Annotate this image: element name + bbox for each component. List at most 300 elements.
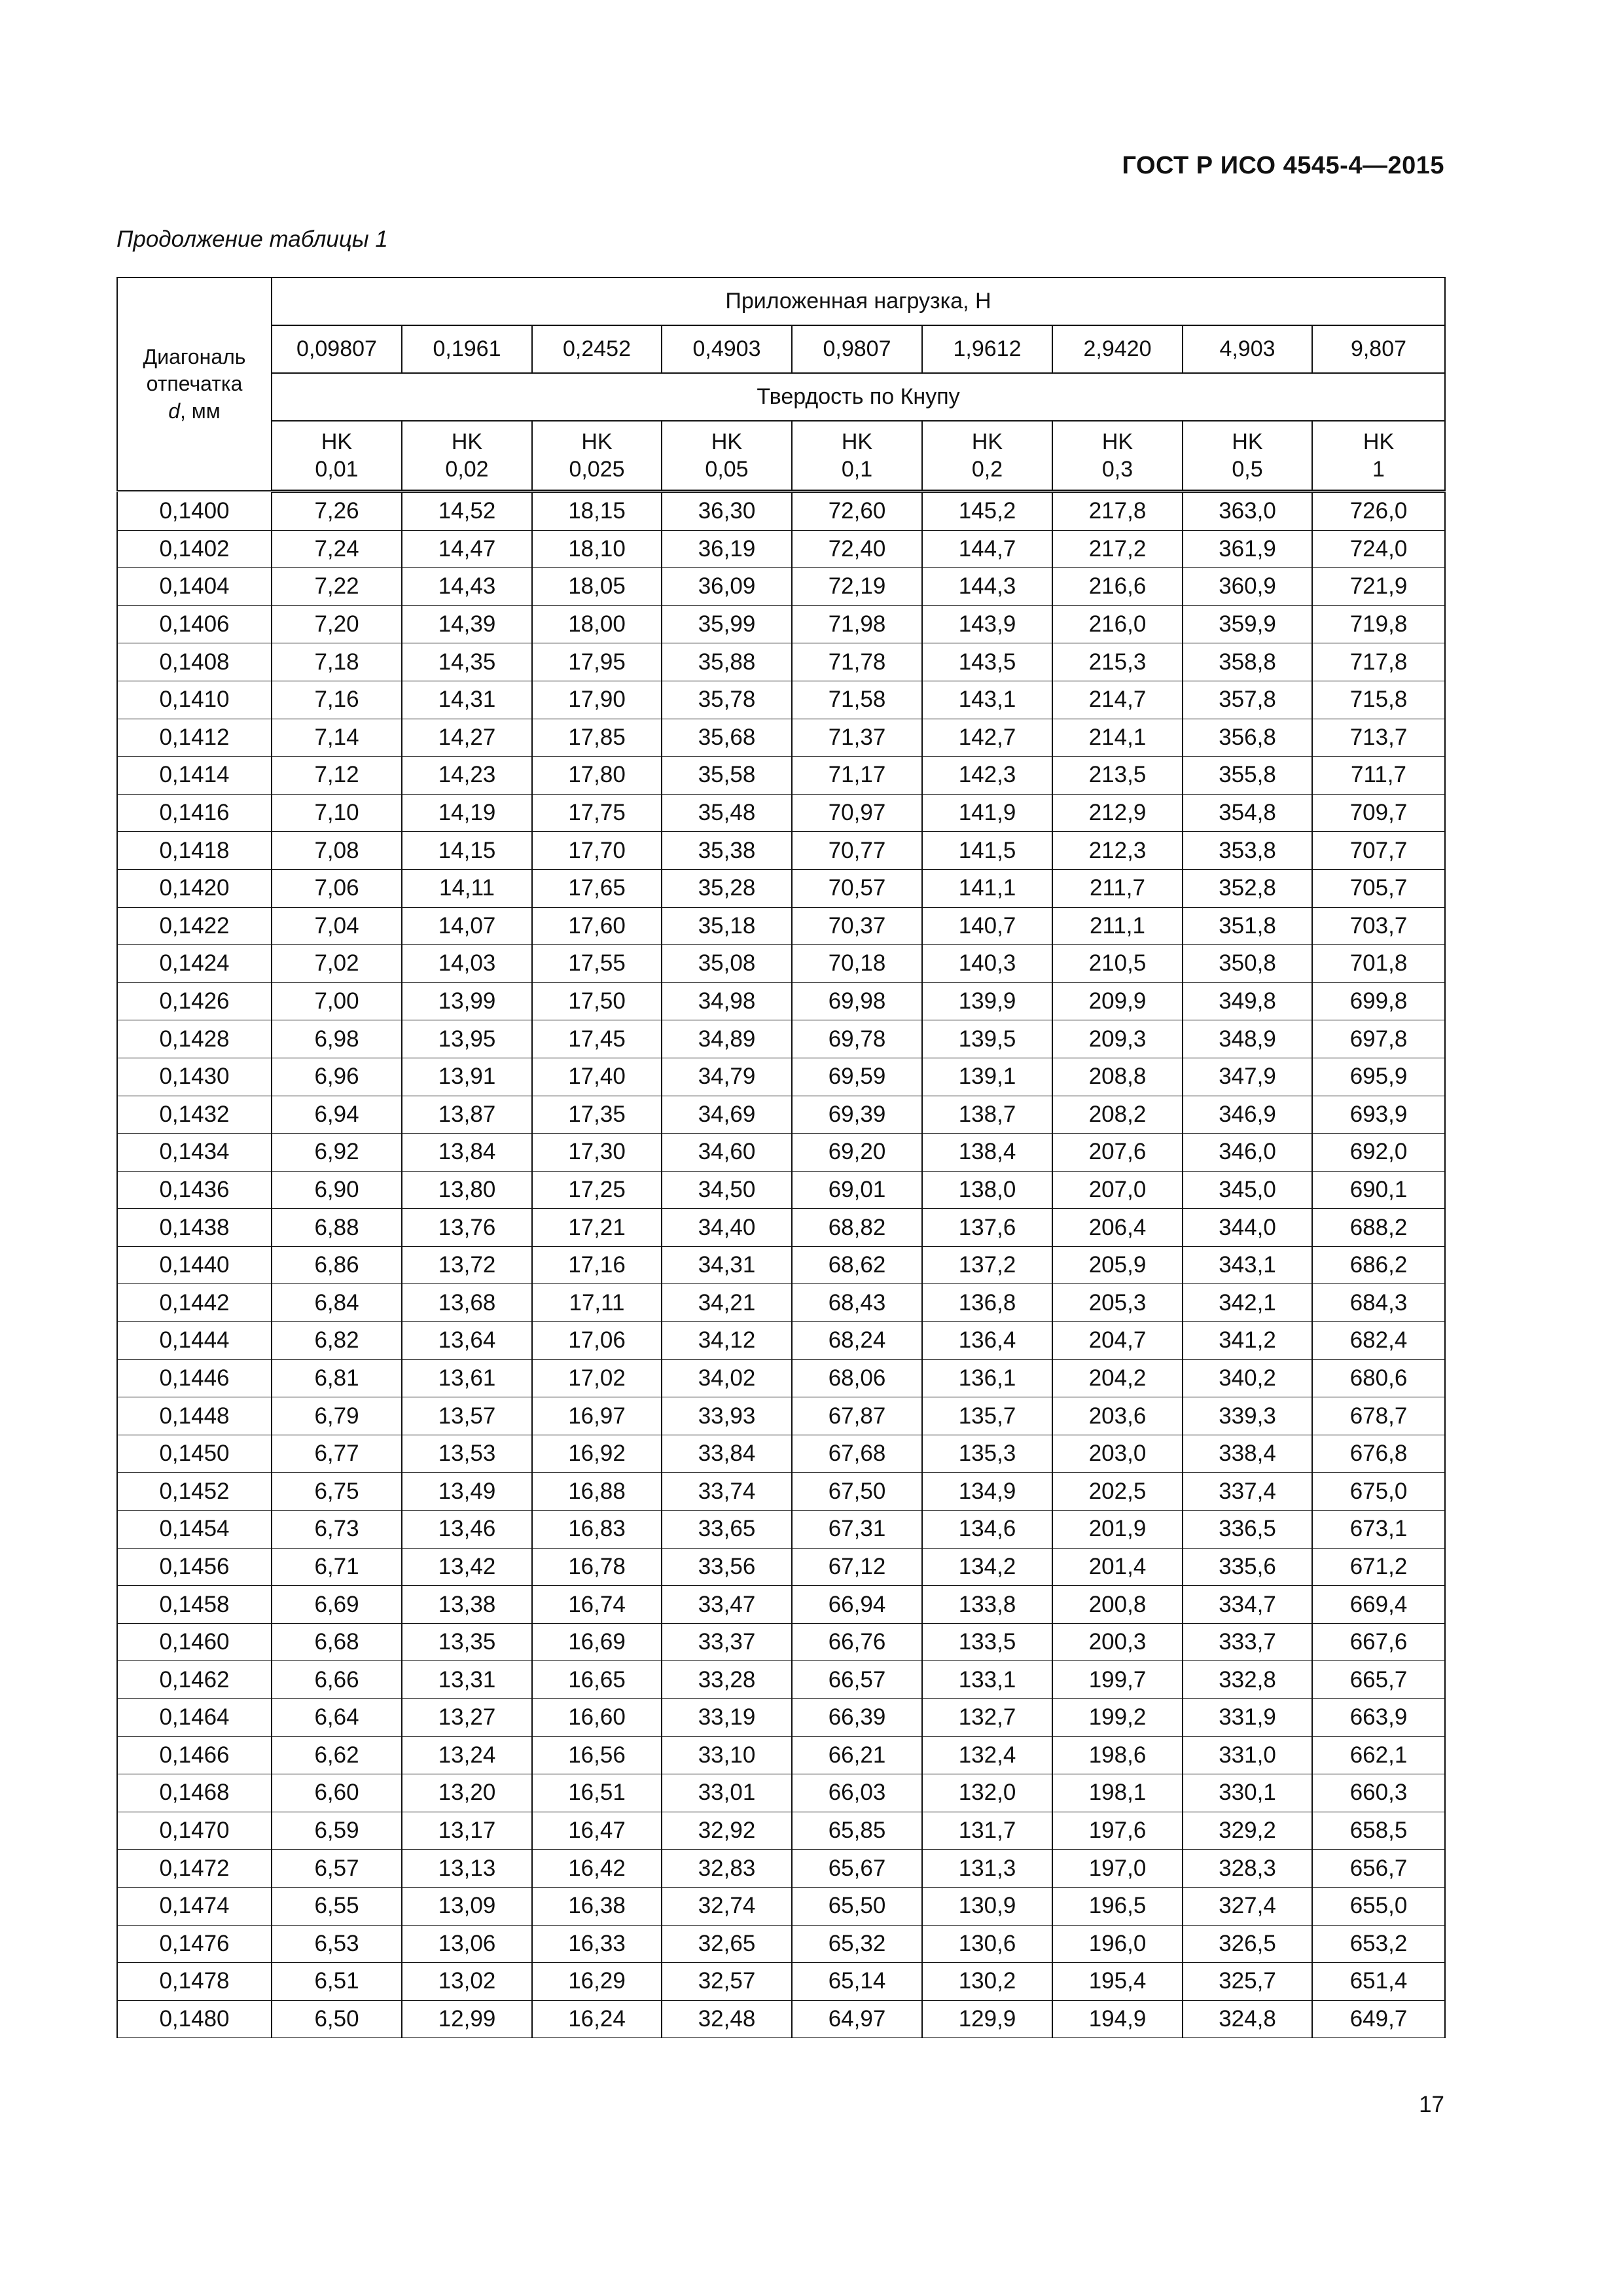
hardness-scale-value: 0,02 (445, 457, 489, 482)
hardness-cell: 13,27 (402, 1699, 532, 1737)
hardness-cell: 671,2 (1312, 1548, 1445, 1586)
hardness-cell: 69,20 (792, 1134, 922, 1172)
hardness-cell: 198,6 (1052, 1736, 1183, 1774)
hardness-cell: 349,8 (1183, 982, 1312, 1020)
hardness-cell: 6,50 (272, 2000, 402, 2038)
hardness-cell: 34,89 (662, 1020, 792, 1058)
hardness-cell: 686,2 (1312, 1246, 1445, 1284)
hardness-cell: 35,78 (662, 681, 792, 719)
hardness-scale (1052, 421, 1183, 492)
hardness-cell: 36,19 (662, 530, 792, 568)
hardness-cell: 67,87 (792, 1397, 922, 1435)
hardness-cell: 211,1 (1052, 907, 1183, 945)
load-value: 1,9612 (922, 325, 1052, 373)
hardness-cell: 17,80 (532, 757, 662, 795)
hardness-cell: 204,7 (1052, 1322, 1183, 1360)
hardness-cell: 352,8 (1183, 869, 1312, 907)
load-value: 0,09807 (272, 325, 402, 373)
hardness-cell: 213,5 (1052, 757, 1183, 795)
diagonal-cell: 0,1448 (117, 1397, 272, 1435)
hardness-cell: 134,9 (922, 1473, 1052, 1511)
hardness-cell: 711,7 (1312, 757, 1445, 795)
table-row (117, 1736, 1445, 1774)
hardness-cell: 197,6 (1052, 1812, 1183, 1850)
hardness-scale-value: 0,05 (705, 457, 749, 482)
diagonal-cell: 0,1446 (117, 1359, 272, 1397)
hardness-cell: 13,99 (402, 982, 532, 1020)
hardness-cell: 13,06 (402, 1925, 532, 1963)
table-row (117, 1435, 1445, 1473)
diagonal-cell: 0,1402 (117, 530, 272, 568)
diagonal-cell: 0,1410 (117, 681, 272, 719)
diagonal-header (117, 278, 272, 492)
hardness-cell: 17,02 (532, 1359, 662, 1397)
hardness-cell: 17,75 (532, 794, 662, 832)
hardness-cell: 34,40 (662, 1209, 792, 1247)
hardness-cell: 18,00 (532, 605, 662, 643)
hardness-cell: 325,7 (1183, 1963, 1312, 2001)
table-row (117, 492, 1445, 531)
hardness-cell: 709,7 (1312, 794, 1445, 832)
hardness-cell: 207,0 (1052, 1171, 1183, 1209)
hardness-cell: 17,35 (532, 1096, 662, 1134)
hardness-cell: 16,69 (532, 1623, 662, 1661)
hardness-cell: 70,57 (792, 869, 922, 907)
hardness-cell: 7,12 (272, 757, 402, 795)
hardness-cell: 65,67 (792, 1850, 922, 1888)
hardness-cell: 217,8 (1052, 492, 1183, 531)
hardness-cell: 7,04 (272, 907, 402, 945)
hardness-cell: 655,0 (1312, 1887, 1445, 1925)
hardness-scale (402, 421, 532, 492)
hardness-cell: 356,8 (1183, 719, 1312, 757)
hardness-cell: 14,15 (402, 832, 532, 870)
diagonal-cell: 0,1426 (117, 982, 272, 1020)
hardness-cell: 6,71 (272, 1548, 402, 1586)
table-row (117, 1586, 1445, 1624)
hardness-cell: 345,0 (1183, 1171, 1312, 1209)
hardness-cell: 133,8 (922, 1586, 1052, 1624)
diagonal-header-variable: d (168, 399, 180, 423)
hardness-cell: 17,85 (532, 719, 662, 757)
hardness-cell: 195,4 (1052, 1963, 1183, 2001)
diagonal-cell: 0,1450 (117, 1435, 272, 1473)
hardness-cell: 684,3 (1312, 1284, 1445, 1322)
diagonal-cell: 0,1436 (117, 1171, 272, 1209)
hardness-cell: 6,90 (272, 1171, 402, 1209)
hardness-cell: 676,8 (1312, 1435, 1445, 1473)
hardness-cell: 326,5 (1183, 1925, 1312, 1963)
table-row (117, 1548, 1445, 1586)
hardness-scale (922, 421, 1052, 492)
hardness-cell: 133,5 (922, 1623, 1052, 1661)
hardness-cell: 6,81 (272, 1359, 402, 1397)
table-row (117, 1209, 1445, 1247)
hardness-cell: 14,31 (402, 681, 532, 719)
table-row (117, 1096, 1445, 1134)
hardness-cell: 14,03 (402, 945, 532, 983)
table-body (117, 492, 1445, 2038)
hardness-cell: 13,91 (402, 1058, 532, 1096)
hardness-cell: 697,8 (1312, 1020, 1445, 1058)
hardness-cell: 34,50 (662, 1171, 792, 1209)
hardness-cell: 137,6 (922, 1209, 1052, 1247)
hardness-cell: 14,35 (402, 643, 532, 681)
hardness-cell: 7,16 (272, 681, 402, 719)
hardness-cell: 662,1 (1312, 1736, 1445, 1774)
table-row (117, 1887, 1445, 1925)
hardness-cell: 13,02 (402, 1963, 532, 2001)
hardness-cell: 70,97 (792, 794, 922, 832)
hardness-cell: 132,4 (922, 1736, 1052, 1774)
hardness-cell: 6,66 (272, 1661, 402, 1699)
hardness-cell: 6,62 (272, 1736, 402, 1774)
hardness-cell: 35,28 (662, 869, 792, 907)
hardness-cell: 17,65 (532, 869, 662, 907)
hardness-scale-value: 0,01 (315, 457, 359, 482)
hardness-cell: 136,1 (922, 1359, 1052, 1397)
hardness-cell: 208,2 (1052, 1096, 1183, 1134)
hardness-cell: 138,0 (922, 1171, 1052, 1209)
hardness-cell: 139,1 (922, 1058, 1052, 1096)
hardness-cell: 361,9 (1183, 530, 1312, 568)
hardness-cell: 357,8 (1183, 681, 1312, 719)
hardness-cell: 334,7 (1183, 1586, 1312, 1624)
hardness-cell: 33,65 (662, 1511, 792, 1549)
hardness-cell: 343,1 (1183, 1246, 1312, 1284)
hardness-cell: 132,0 (922, 1774, 1052, 1812)
hardness-cell: 347,9 (1183, 1058, 1312, 1096)
hardness-cell: 328,3 (1183, 1850, 1312, 1888)
diagonal-cell: 0,1416 (117, 794, 272, 832)
hardness-cell: 6,94 (272, 1096, 402, 1134)
table-row (117, 907, 1445, 945)
hardness-cell: 36,09 (662, 568, 792, 606)
table-row (117, 568, 1445, 606)
hardness-cell: 16,56 (532, 1736, 662, 1774)
hardness-cell: 363,0 (1183, 492, 1312, 531)
hardness-cell: 212,9 (1052, 794, 1183, 832)
hardness-scale (1183, 421, 1312, 492)
hardness-cell: 344,0 (1183, 1209, 1312, 1247)
diagonal-cell: 0,1462 (117, 1661, 272, 1699)
hardness-cell: 140,7 (922, 907, 1052, 945)
table-row (117, 681, 1445, 719)
hardness-cell: 360,9 (1183, 568, 1312, 606)
hardness-cell: 336,5 (1183, 1511, 1312, 1549)
table-row (117, 2000, 1445, 2038)
hardness-scale (532, 421, 662, 492)
hardness-scale-symbol: HK (1232, 429, 1263, 454)
hardness-cell: 707,7 (1312, 832, 1445, 870)
hardness-cell: 198,1 (1052, 1774, 1183, 1812)
diagonal-cell: 0,1408 (117, 643, 272, 681)
hardness-cell: 35,48 (662, 794, 792, 832)
hardness-cell: 658,5 (1312, 1812, 1445, 1850)
hardness-cell: 6,73 (272, 1511, 402, 1549)
hardness-cell: 7,20 (272, 605, 402, 643)
hardness-cell: 145,2 (922, 492, 1052, 531)
hardness-cell: 346,9 (1183, 1096, 1312, 1134)
table-row (117, 1473, 1445, 1511)
hardness-scale-symbol: HK (841, 429, 873, 454)
hardness-cell: 72,60 (792, 492, 922, 531)
hardness-cell: 653,2 (1312, 1925, 1445, 1963)
hardness-cell: 70,77 (792, 832, 922, 870)
hardness-cell: 14,11 (402, 869, 532, 907)
hardness-cell: 649,7 (1312, 2000, 1445, 2038)
hardness-cell: 71,37 (792, 719, 922, 757)
hardness-cell: 324,8 (1183, 2000, 1312, 2038)
hardness-cell: 200,3 (1052, 1623, 1183, 1661)
hardness-cell: 33,56 (662, 1548, 792, 1586)
hardness-cell: 66,39 (792, 1699, 922, 1737)
hardness-cell: 199,2 (1052, 1699, 1183, 1737)
hardness-cell: 6,51 (272, 1963, 402, 2001)
hardness-scale-value: 1 (1372, 457, 1385, 482)
hardness-cell: 69,98 (792, 982, 922, 1020)
hardness-cell: 342,1 (1183, 1284, 1312, 1322)
load-value: 0,2452 (532, 325, 662, 373)
hardness-cell: 6,96 (272, 1058, 402, 1096)
hardness-cell: 208,8 (1052, 1058, 1183, 1096)
table-row (117, 1020, 1445, 1058)
hardness-cell: 17,55 (532, 945, 662, 983)
hardness-cell: 201,9 (1052, 1511, 1183, 1549)
hardness-cell: 675,0 (1312, 1473, 1445, 1511)
hardness-cell: 212,3 (1052, 832, 1183, 870)
hardness-cell: 205,9 (1052, 1246, 1183, 1284)
hardness-cell: 13,17 (402, 1812, 532, 1850)
hardness-cell: 16,33 (532, 1925, 662, 1963)
hardness-cell: 354,8 (1183, 794, 1312, 832)
hardness-cell: 715,8 (1312, 681, 1445, 719)
hardness-cell: 131,7 (922, 1812, 1052, 1850)
hardness-cell: 67,50 (792, 1473, 922, 1511)
hardness-cell: 6,82 (272, 1322, 402, 1360)
hardness-cell: 17,06 (532, 1322, 662, 1360)
hardness-cell: 196,5 (1052, 1887, 1183, 1925)
hardness-cell: 139,5 (922, 1020, 1052, 1058)
hardness-cell: 13,57 (402, 1397, 532, 1435)
hardness-cell: 17,70 (532, 832, 662, 870)
diagonal-cell: 0,1424 (117, 945, 272, 983)
hardness-cell: 353,8 (1183, 832, 1312, 870)
table-row (117, 1058, 1445, 1096)
hardness-cell: 14,43 (402, 568, 532, 606)
hardness-cell: 68,43 (792, 1284, 922, 1322)
diagonal-cell: 0,1476 (117, 1925, 272, 1963)
hardness-scale-symbol: HK (1101, 429, 1133, 454)
hardness-cell: 673,1 (1312, 1511, 1445, 1549)
hardness-cell: 136,8 (922, 1284, 1052, 1322)
hardness-cell: 35,88 (662, 643, 792, 681)
hardness-cell: 348,9 (1183, 1020, 1312, 1058)
table-row (117, 1511, 1445, 1549)
hardness-cell: 719,8 (1312, 605, 1445, 643)
hardness-cell: 6,59 (272, 1812, 402, 1850)
hardness-cell: 16,60 (532, 1699, 662, 1737)
diagonal-cell: 0,1428 (117, 1020, 272, 1058)
hardness-cell: 14,39 (402, 605, 532, 643)
diagonal-cell: 0,1456 (117, 1548, 272, 1586)
hardness-cell: 17,95 (532, 643, 662, 681)
hardness-scale-symbol: HK (971, 429, 1003, 454)
hardness-cell: 331,0 (1183, 1736, 1312, 1774)
hardness-cell: 71,58 (792, 681, 922, 719)
diagonal-cell: 0,1418 (117, 832, 272, 870)
hardness-cell: 713,7 (1312, 719, 1445, 757)
diagonal-cell: 0,1414 (117, 757, 272, 795)
hardness-cell: 6,75 (272, 1473, 402, 1511)
hardness-cell: 359,9 (1183, 605, 1312, 643)
hardness-cell: 13,20 (402, 1774, 532, 1812)
table-row (117, 605, 1445, 643)
hardness-cell: 71,98 (792, 605, 922, 643)
hardness-scale-symbol: HK (321, 429, 353, 454)
diagonal-cell: 0,1464 (117, 1699, 272, 1737)
hardness-cell: 7,02 (272, 945, 402, 983)
document-code: ГОСТ Р ИСО 4545-4—2015 (1122, 152, 1444, 179)
diagonal-cell: 0,1434 (117, 1134, 272, 1172)
hardness-cell: 339,3 (1183, 1397, 1312, 1435)
hardness-cell: 690,1 (1312, 1171, 1445, 1209)
diagonal-cell: 0,1454 (117, 1511, 272, 1549)
diagonal-cell: 0,1440 (117, 1246, 272, 1284)
load-value: 0,9807 (792, 325, 922, 373)
hardness-cell: 330,1 (1183, 1774, 1312, 1812)
diagonal-cell: 0,1472 (117, 1850, 272, 1888)
hardness-cell: 209,3 (1052, 1020, 1183, 1058)
diagonal-cell: 0,1442 (117, 1284, 272, 1322)
table-row (117, 1774, 1445, 1812)
hardness-cell: 34,79 (662, 1058, 792, 1096)
hardness-cell: 66,94 (792, 1586, 922, 1624)
hardness-cell: 65,32 (792, 1925, 922, 1963)
hardness-cell: 14,52 (402, 492, 532, 531)
hardness-cell: 6,88 (272, 1209, 402, 1247)
table-caption: Продолжение таблицы 1 (116, 226, 388, 252)
hardness-cell: 17,25 (532, 1171, 662, 1209)
hardness-cell: 667,6 (1312, 1623, 1445, 1661)
loads-row (117, 325, 1445, 373)
hardness-cell: 71,17 (792, 757, 922, 795)
hardness-scale (792, 421, 922, 492)
hardness-cell: 7,26 (272, 492, 402, 531)
diagonal-cell: 0,1466 (117, 1736, 272, 1774)
hardness-cell: 13,68 (402, 1284, 532, 1322)
hardness-cell: 669,4 (1312, 1586, 1445, 1624)
hardness-cell: 32,65 (662, 1925, 792, 1963)
hardness-cell: 331,9 (1183, 1699, 1312, 1737)
table-row (117, 1925, 1445, 1963)
hardness-cell: 144,7 (922, 530, 1052, 568)
hardness-cell: 17,16 (532, 1246, 662, 1284)
hardness-cell: 32,83 (662, 1850, 792, 1888)
hardness-cell: 651,4 (1312, 1963, 1445, 2001)
hardness-cell: 16,78 (532, 1548, 662, 1586)
hardness-cell: 65,85 (792, 1812, 922, 1850)
hardness-cell: 33,19 (662, 1699, 792, 1737)
hardness-cell: 7,14 (272, 719, 402, 757)
hardness-cell: 18,05 (532, 568, 662, 606)
hardness-cell: 12,99 (402, 2000, 532, 2038)
hardness-cell: 72,40 (792, 530, 922, 568)
hardness-cell: 695,9 (1312, 1058, 1445, 1096)
hardness-cell: 135,3 (922, 1435, 1052, 1473)
hardness-cell: 69,39 (792, 1096, 922, 1134)
hardness-cell: 14,23 (402, 757, 532, 795)
hardness-scale (662, 421, 792, 492)
hardness-cell: 13,84 (402, 1134, 532, 1172)
hardness-cell: 36,30 (662, 492, 792, 531)
table-row (117, 1623, 1445, 1661)
hardness-cell: 140,3 (922, 945, 1052, 983)
table-row (117, 1812, 1445, 1850)
hardness-cell: 202,5 (1052, 1473, 1183, 1511)
hardness-cell: 67,12 (792, 1548, 922, 1586)
table-row (117, 1284, 1445, 1322)
hardness-cell: 6,68 (272, 1623, 402, 1661)
hardness-cell: 335,6 (1183, 1548, 1312, 1586)
hardness-cell: 134,6 (922, 1511, 1052, 1549)
table-row (117, 1171, 1445, 1209)
hardness-cell: 13,61 (402, 1359, 532, 1397)
table-header (117, 278, 1445, 492)
hardness-cell: 141,9 (922, 794, 1052, 832)
hardness-cell: 129,9 (922, 2000, 1052, 2038)
hardness-cell: 69,78 (792, 1020, 922, 1058)
hardness-cell: 217,2 (1052, 530, 1183, 568)
load-value: 4,903 (1183, 325, 1312, 373)
table-row (117, 1246, 1445, 1284)
hardness-cell: 18,10 (532, 530, 662, 568)
hardness-cell: 204,2 (1052, 1359, 1183, 1397)
hardness-cell: 16,29 (532, 1963, 662, 2001)
hardness-cell: 194,9 (1052, 2000, 1183, 2038)
load-header: Приложенная нагрузка, Н (272, 278, 1445, 325)
hardness-cell: 13,72 (402, 1246, 532, 1284)
diagonal-cell: 0,1432 (117, 1096, 272, 1134)
hardness-cell: 137,2 (922, 1246, 1052, 1284)
diagonal-cell: 0,1452 (117, 1473, 272, 1511)
hardness-cell: 134,2 (922, 1548, 1052, 1586)
hardness-cell: 16,74 (532, 1586, 662, 1624)
table-row (117, 1963, 1445, 2001)
diagonal-cell: 0,1400 (117, 492, 272, 531)
hardness-cell: 7,06 (272, 869, 402, 907)
hardness-cell: 68,82 (792, 1209, 922, 1247)
hardness-cell: 14,07 (402, 907, 532, 945)
hardness-cell: 33,74 (662, 1473, 792, 1511)
hardness-cell: 35,58 (662, 757, 792, 795)
table-row (117, 530, 1445, 568)
hardness-cell: 680,6 (1312, 1359, 1445, 1397)
hardness-cell: 341,2 (1183, 1322, 1312, 1360)
diagonal-cell: 0,1430 (117, 1058, 272, 1096)
hardness-cell: 14,27 (402, 719, 532, 757)
hardness-cell: 33,93 (662, 1397, 792, 1435)
hardness-cell: 13,09 (402, 1887, 532, 1925)
hardness-cell: 211,7 (1052, 869, 1183, 907)
hardness-scale-value: 0,025 (569, 457, 625, 482)
hardness-cell: 34,60 (662, 1134, 792, 1172)
hardness-cell: 6,53 (272, 1925, 402, 1963)
hardness-cell: 13,31 (402, 1661, 532, 1699)
load-value: 9,807 (1312, 325, 1445, 373)
hardness-cell: 72,19 (792, 568, 922, 606)
hardness-cell: 18,15 (532, 492, 662, 531)
